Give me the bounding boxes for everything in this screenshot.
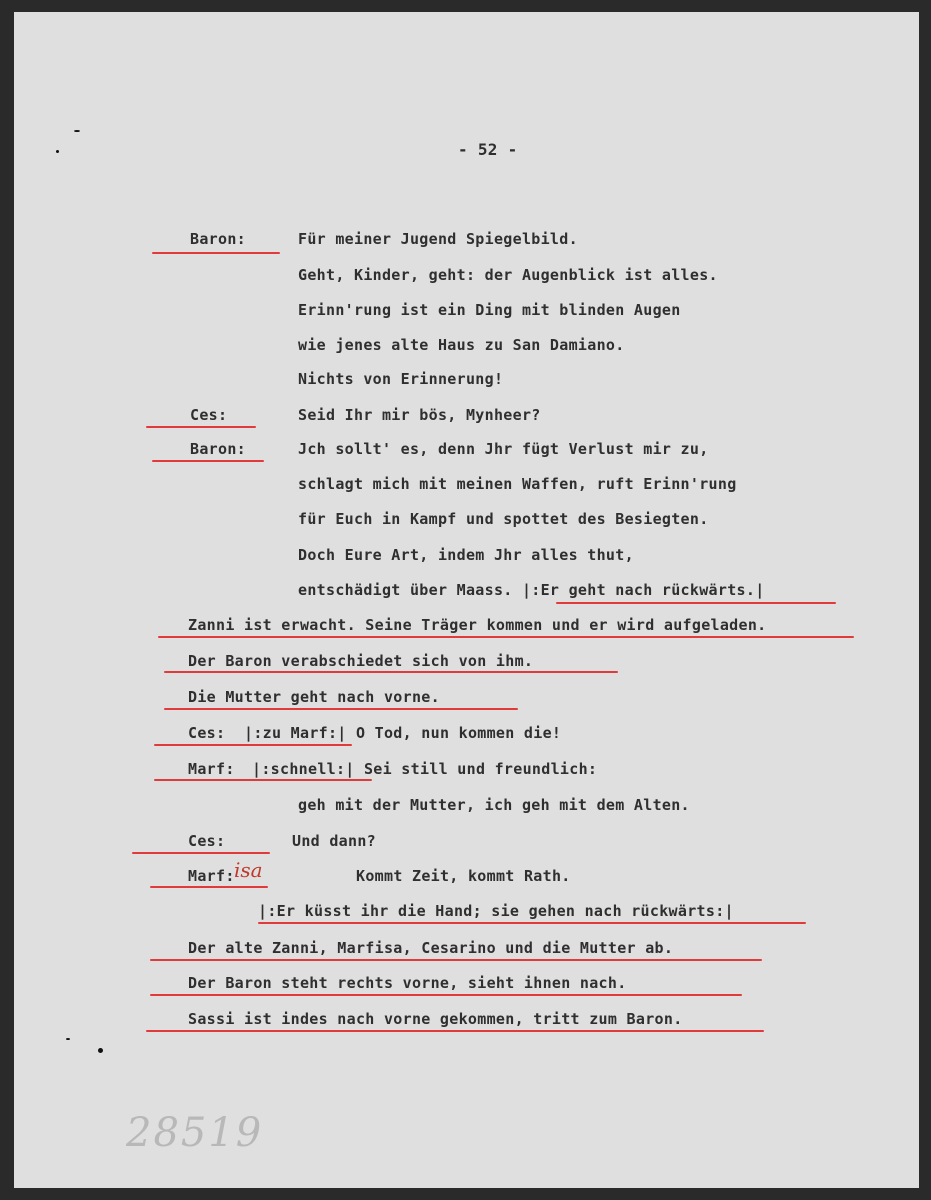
speaker-label: Ces: bbox=[190, 406, 228, 424]
handwritten-correction: isa bbox=[234, 858, 263, 882]
speck-mark bbox=[56, 150, 59, 153]
underline-mark bbox=[164, 671, 618, 673]
dialogue-line: für Euch in Kampf und spottet des Besiegten. bbox=[298, 510, 709, 528]
underline-mark bbox=[152, 460, 264, 462]
underline-mark bbox=[556, 602, 836, 604]
speaker-label: Baron: bbox=[190, 440, 246, 458]
underline-mark bbox=[150, 886, 268, 888]
dialogue-line: Kommt Zeit, kommt Rath. bbox=[356, 867, 571, 885]
underline-mark bbox=[258, 922, 806, 924]
underline-mark bbox=[158, 636, 854, 638]
stage-direction: Der alte Zanni, Marfisa, Cesarino und die Mutter ab. bbox=[188, 939, 674, 957]
speaker-label: Ces: bbox=[188, 724, 226, 742]
underline-mark bbox=[164, 708, 518, 710]
underline-mark bbox=[150, 959, 762, 961]
stage-direction: Sassi ist indes nach vorne gekommen, tritt zum Baron. bbox=[188, 1010, 683, 1028]
underline-mark bbox=[154, 779, 372, 781]
stage-direction: Die Mutter geht nach vorne. bbox=[188, 688, 440, 706]
dialogue-line: Für meiner Jugend Spiegelbild. bbox=[298, 230, 578, 248]
document-page bbox=[14, 12, 919, 1188]
dialogue-line: geh mit der Mutter, ich geh mit dem Alten. bbox=[298, 796, 690, 814]
speck-mark bbox=[98, 1048, 103, 1053]
dialogue-line: |:schnell:| Sei still und freundlich: bbox=[252, 760, 598, 778]
dialogue-line: Jch sollt' es, denn Jhr fügt Verlust mir zu, bbox=[298, 440, 709, 458]
stage-direction: Der Baron verabschiedet sich von ihm. bbox=[188, 652, 534, 670]
dialogue-line: |:zu Marf:| O Tod, nun kommen die! bbox=[244, 724, 562, 742]
speck-mark bbox=[74, 130, 80, 132]
archive-number: 28519 bbox=[126, 1110, 264, 1156]
dialogue-line: entschädigt über Maass. |:Er geht nach rückwärts.| bbox=[298, 581, 765, 599]
underline-mark bbox=[146, 1030, 764, 1032]
stage-direction: Der Baron steht rechts vorne, sieht ihnen nach. bbox=[188, 974, 627, 992]
speaker-label: Marf: bbox=[188, 867, 235, 885]
underline-mark bbox=[152, 252, 280, 254]
speaker-label: Marf: bbox=[188, 760, 235, 778]
page-number: - 52 - bbox=[458, 140, 518, 159]
dialogue-line: Erinn'rung ist ein Ding mit blinden Augen bbox=[298, 301, 681, 319]
speaker-label: Baron: bbox=[190, 230, 246, 248]
underline-mark bbox=[150, 994, 742, 996]
stage-direction: Zanni ist erwacht. Seine Träger kommen und er wird aufgeladen. bbox=[188, 616, 767, 634]
stage-direction: |:Er küsst ihr die Hand; sie gehen nach rückwärts:| bbox=[258, 902, 734, 920]
underline-mark bbox=[154, 744, 352, 746]
speaker-label: Ces: bbox=[188, 832, 226, 850]
dialogue-line: Nichts von Erinnerung! bbox=[298, 370, 504, 388]
dialogue-line: schlagt mich mit meinen Waffen, ruft Erinn'rung bbox=[298, 475, 737, 493]
dialogue-line: Geht, Kinder, geht: der Augenblick ist alles. bbox=[298, 266, 718, 284]
dialogue-line: Und dann? bbox=[292, 832, 376, 850]
dialogue-line: wie jenes alte Haus zu San Damiano. bbox=[298, 336, 625, 354]
underline-mark bbox=[146, 426, 256, 428]
dialogue-line: Seid Ihr mir bös, Mynheer? bbox=[298, 406, 541, 424]
underline-mark bbox=[132, 852, 270, 854]
speck-mark bbox=[66, 1038, 70, 1040]
dialogue-line: Doch Eure Art, indem Jhr alles thut, bbox=[298, 546, 634, 564]
